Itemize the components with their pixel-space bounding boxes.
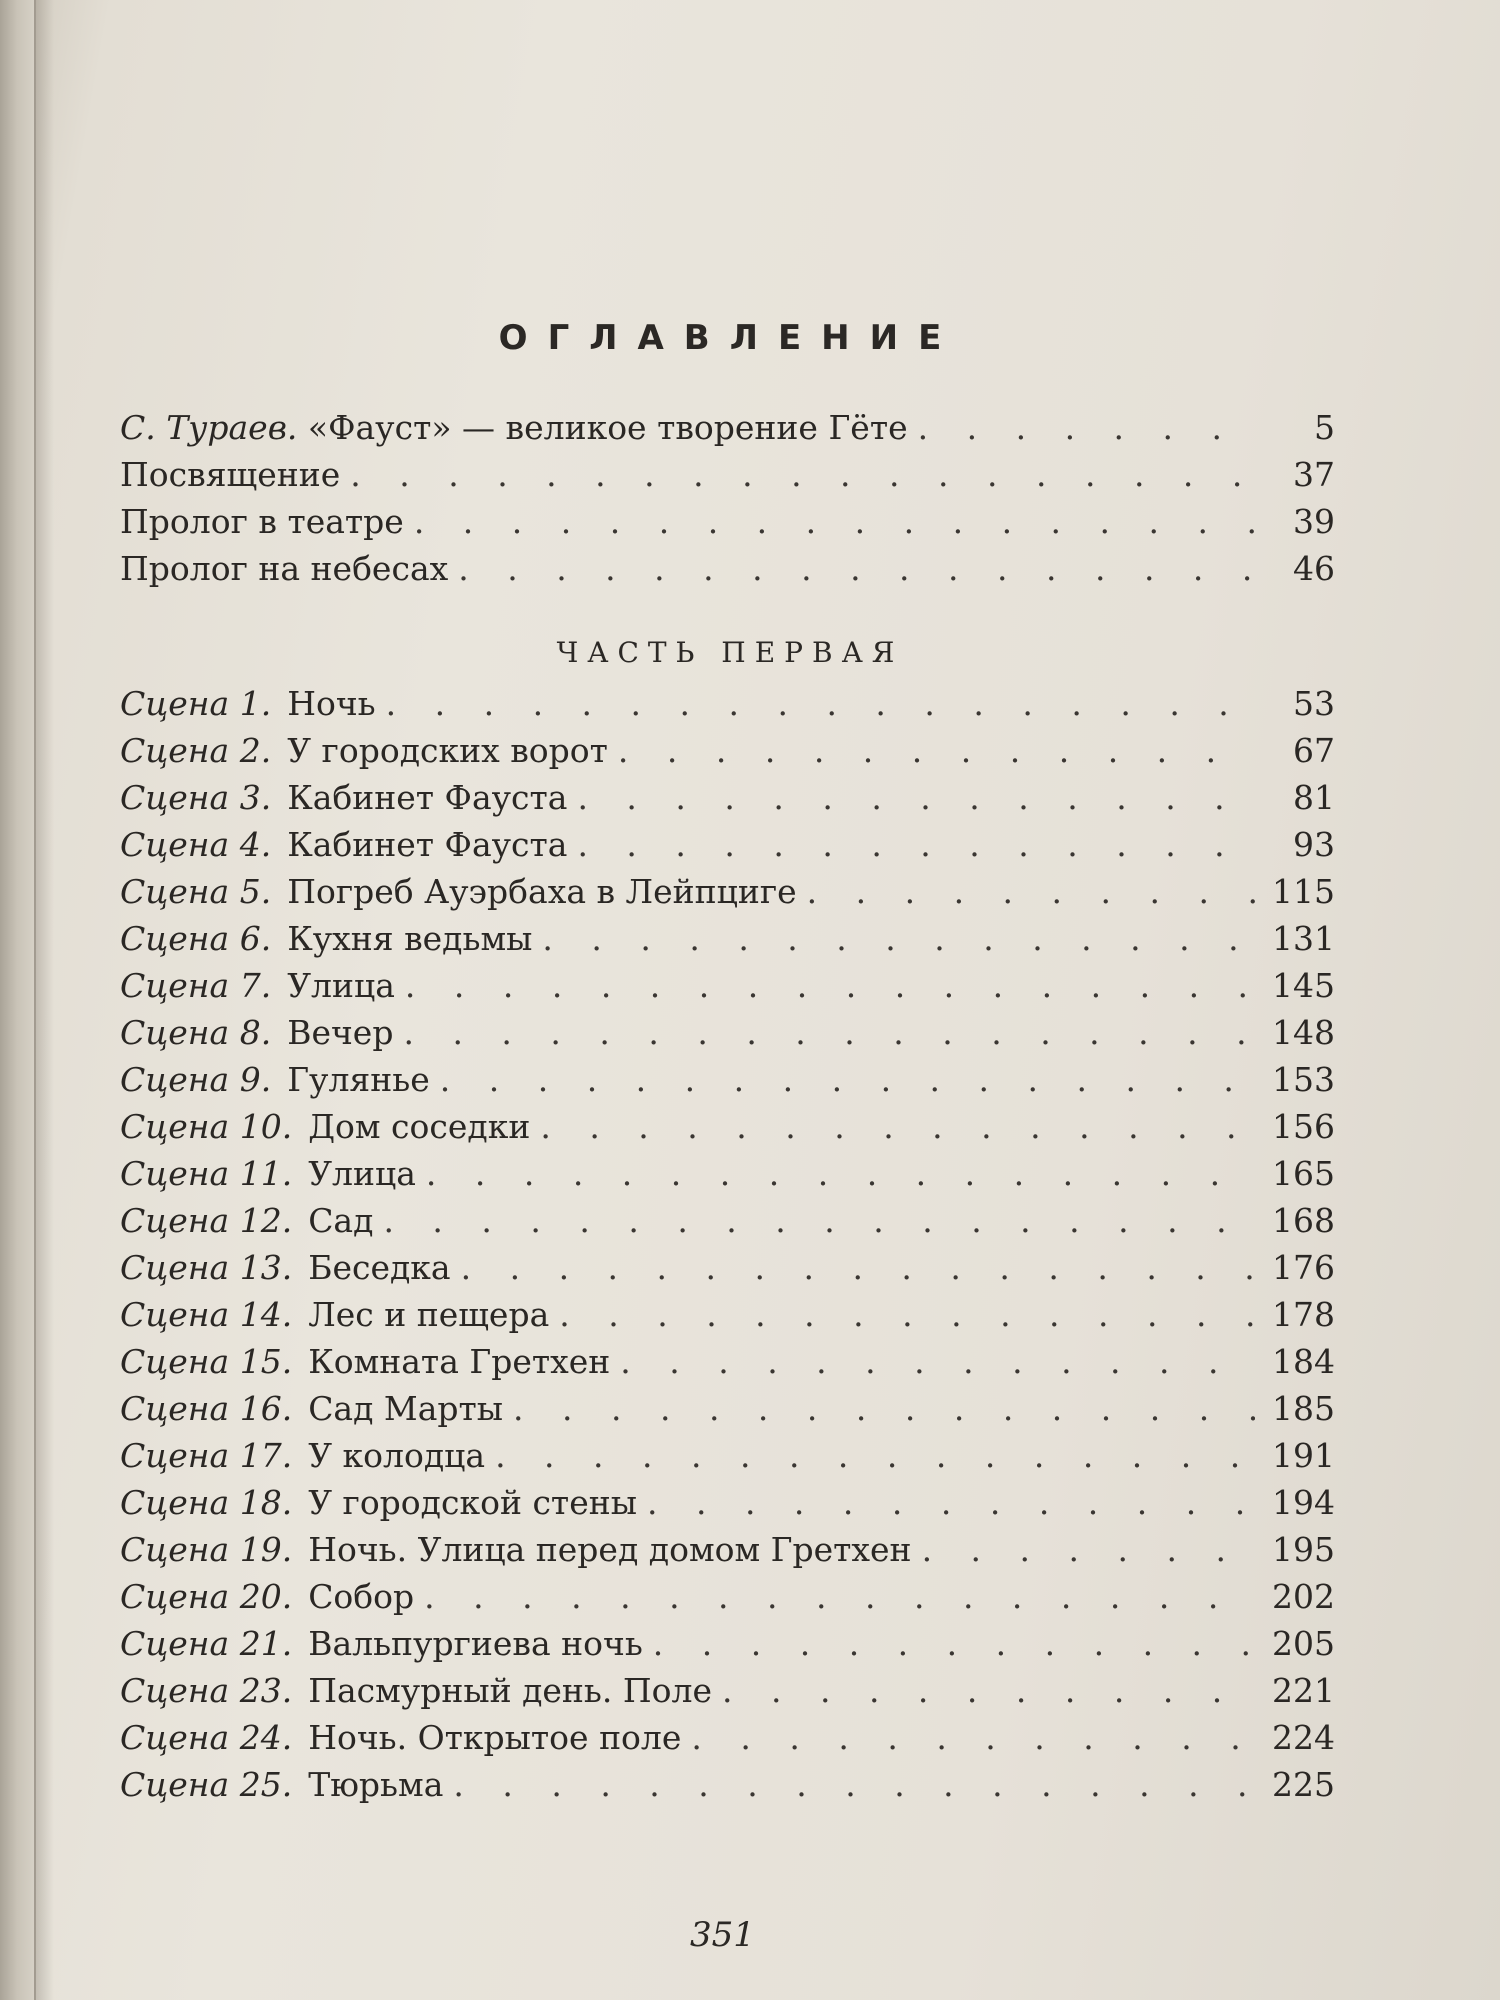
toc-entry-page: 145: [1272, 966, 1335, 1005]
toc-entry: [120, 1295, 1335, 1342]
toc-entry: [120, 1342, 1335, 1389]
toc-entry: [120, 455, 1335, 502]
toc-entry-label: [120, 825, 567, 864]
toc-entry-scene-number: Сцена 13.: [120, 1248, 293, 1287]
toc-entry-scene-number: Сцена 8.: [120, 1013, 272, 1052]
toc-entry: [120, 825, 1335, 872]
toc-entry-label: [120, 919, 532, 958]
toc-entry-page: 156: [1272, 1107, 1335, 1146]
toc-entry-label: [120, 1624, 643, 1663]
toc-entry-title: «Фауст» — великое творение Гёте: [307, 408, 908, 447]
dot-leader: [620, 1342, 1255, 1381]
dot-leader: [653, 1624, 1255, 1663]
toc-entry-page: 53: [1293, 684, 1335, 723]
toc-entry-label: [120, 549, 448, 588]
dot-leader: [424, 1577, 1255, 1616]
toc-entry: [120, 1201, 1335, 1248]
toc-entry-label: [120, 1765, 443, 1804]
toc-entry-label: [120, 684, 376, 723]
toc-entry-title: Ночь: [287, 684, 376, 723]
toc-entry: [120, 1013, 1335, 1060]
dot-leader: [440, 1060, 1255, 1099]
toc-entry-label: [120, 408, 908, 447]
toc-entry-page: 184: [1272, 1342, 1335, 1381]
toc-entry-title: Пролог на небесах: [120, 549, 449, 588]
toc-entry-page: 191: [1272, 1436, 1335, 1475]
toc-entry-page: 46: [1293, 549, 1335, 588]
toc-entry-title: У городской стены: [308, 1483, 637, 1522]
toc-entry-label: [120, 1436, 485, 1475]
dot-leader: [386, 684, 1255, 723]
toc-entry-scene-number: Сцена 9.: [120, 1060, 272, 1099]
toc-entry-label: [120, 1718, 681, 1757]
toc-entry-scene-number: Сцена 7.: [120, 966, 272, 1005]
toc-entry: [120, 919, 1335, 966]
toc-entry: [120, 1389, 1335, 1436]
front-matter-list: [120, 408, 1335, 596]
toc-entry-page: 195: [1272, 1530, 1335, 1569]
toc-entry-title: Погреб Ауэрбаха в Лейпциге: [287, 872, 797, 911]
toc-entry: [120, 1624, 1335, 1671]
dot-leader: [577, 778, 1255, 817]
toc-entry-label: [120, 502, 404, 541]
toc-entry: [120, 1436, 1335, 1483]
dot-leader: [577, 825, 1255, 864]
toc-entry: [120, 684, 1335, 731]
toc-entry-scene-number: Сцена 10.: [120, 1107, 293, 1146]
toc-entry-page: 81: [1293, 778, 1335, 817]
toc-entry-title: Сад: [308, 1201, 374, 1240]
part-heading: ЧАСТЬ ПЕРВАЯ: [556, 636, 904, 669]
toc-entry-label: [120, 872, 797, 911]
toc-entry-label: [120, 455, 340, 494]
toc-entry-label: [120, 1107, 530, 1146]
toc-entry-label: [120, 1201, 373, 1240]
toc-entry-page: 115: [1272, 872, 1335, 911]
toc-entry-scene-number: Сцена 17.: [120, 1436, 293, 1475]
dot-leader: [722, 1671, 1255, 1710]
toc-entry-label: [120, 731, 608, 770]
toc-entry-title: Кухня ведьмы: [287, 919, 533, 958]
toc-entry-title: Кабинет Фауста: [287, 825, 568, 864]
toc-entry-title: Комната Гретхен: [308, 1342, 611, 1381]
dot-leader: [383, 1201, 1255, 1240]
toc-entry-scene-number: Сцена 16.: [120, 1389, 293, 1428]
dot-leader: [542, 919, 1255, 958]
toc-entry-label: [120, 778, 567, 817]
toc-entry-title: Улица: [287, 966, 395, 1005]
toc-entry-title: Ночь. Улица перед домом Гретхен: [308, 1530, 912, 1569]
toc-heading: ОГЛАВЛЕНИЕ: [498, 318, 962, 358]
toc-entry-label: [120, 1154, 416, 1193]
dot-leader: [559, 1295, 1255, 1334]
toc-entry-scene-number: Сцена 3.: [120, 778, 272, 817]
toc-entry-scene-number: Сцена 15.: [120, 1342, 293, 1381]
toc-entry-page: 178: [1272, 1295, 1335, 1334]
dot-leader: [918, 408, 1255, 447]
spine-shadow: [34, 0, 54, 2000]
toc-entry: [120, 408, 1335, 455]
toc-entry-scene-number: Сцена 11.: [120, 1154, 293, 1193]
toc-entry: [120, 966, 1335, 1013]
toc-entry-scene-number: Сцена 2.: [120, 731, 272, 770]
toc-entry-title: Беседка: [308, 1248, 451, 1287]
toc-entry-scene-number: Сцена 25.: [120, 1765, 293, 1804]
page-number: 351: [690, 1915, 755, 1955]
toc-entry-label: [120, 1013, 393, 1052]
toc-entry-scene-number: Сцена 19.: [120, 1530, 293, 1569]
toc-entry-title: Лес и пещера: [308, 1295, 550, 1334]
toc-entry-title: У городских ворот: [287, 731, 608, 770]
toc-entry-page: 67: [1293, 731, 1335, 770]
toc-entry: [120, 502, 1335, 549]
toc-entry: [120, 1577, 1335, 1624]
toc-entry-title: Собор: [308, 1577, 415, 1616]
dot-leader: [403, 1013, 1255, 1052]
toc-entry-page: 165: [1272, 1154, 1335, 1193]
toc-entry-label: [120, 966, 395, 1005]
toc-entry-scene-number: Сцена 1.: [120, 684, 272, 723]
toc-entry-label: [120, 1342, 610, 1381]
dot-leader: [691, 1718, 1255, 1757]
toc-entry-scene-number: Сцена 21.: [120, 1624, 293, 1663]
dot-leader: [513, 1389, 1255, 1428]
dot-leader: [540, 1107, 1255, 1146]
toc-entry: [120, 549, 1335, 596]
dot-leader: [922, 1530, 1255, 1569]
toc-entry-title: Вечер: [287, 1013, 394, 1052]
toc-entry: [120, 1060, 1335, 1107]
toc-entry-title: Сад Марты: [308, 1389, 504, 1428]
dot-leader: [458, 549, 1255, 588]
toc-entry-label: [120, 1577, 414, 1616]
dot-leader: [618, 731, 1255, 770]
toc-entry-page: 224: [1272, 1718, 1335, 1757]
toc-entry-page: 131: [1272, 919, 1335, 958]
toc-entry-label: [120, 1060, 430, 1099]
toc-entry-page: 148: [1272, 1013, 1335, 1052]
toc-entry-label: [120, 1248, 451, 1287]
toc-entry-title: Гулянье: [287, 1060, 430, 1099]
toc-entry-page: 37: [1293, 455, 1335, 494]
dot-leader: [453, 1765, 1255, 1804]
toc-entry-scene-number: Сцена 18.: [120, 1483, 293, 1522]
toc-entry-page: 168: [1272, 1201, 1335, 1240]
toc-entry-page: 225: [1272, 1765, 1335, 1804]
toc-entry-title: Дом соседки: [308, 1107, 531, 1146]
toc-entry: [120, 1671, 1335, 1718]
dot-leader: [414, 502, 1255, 541]
toc-entry: [120, 872, 1335, 919]
dot-leader: [426, 1154, 1255, 1193]
toc-entry-title: Пасмурный день. Поле: [308, 1671, 713, 1710]
toc-entry-scene-number: Сцена 4.: [120, 825, 272, 864]
toc-entry-scene-number: Сцена 6.: [120, 919, 272, 958]
toc-entry-scene-number: Сцена 5.: [120, 872, 272, 911]
toc-entry-title: Посвящение: [120, 455, 341, 494]
toc-entry-title: Улица: [308, 1154, 416, 1193]
toc-entry-scene-number: Сцена 24.: [120, 1718, 293, 1757]
toc-entry-label: [120, 1530, 912, 1569]
toc-entry-page: 176: [1272, 1248, 1335, 1287]
dot-leader: [350, 455, 1255, 494]
toc-entry-title: У колодца: [308, 1436, 486, 1475]
toc-entry-label: [120, 1295, 549, 1334]
dot-leader: [807, 872, 1255, 911]
toc-entry-scene-number: Сцена 12.: [120, 1201, 293, 1240]
toc-entry: [120, 778, 1335, 825]
toc-entry-label: [120, 1483, 637, 1522]
toc-entry-title: Ночь. Открытое поле: [308, 1718, 682, 1757]
scene-list: [120, 684, 1335, 1812]
toc-entry-title: Вальпургиева ночь: [308, 1624, 643, 1663]
toc-entry-page: 221: [1272, 1671, 1335, 1710]
toc-entry-label: [120, 1389, 503, 1428]
toc-entry: [120, 1107, 1335, 1154]
toc-entry: [120, 1530, 1335, 1577]
toc-entry-author: С. Тураев.: [120, 408, 298, 447]
book-spine: [0, 0, 36, 2000]
toc-entry-page: 5: [1314, 408, 1335, 447]
toc-entry: [120, 1765, 1335, 1812]
toc-entry-title: Пролог в театре: [120, 502, 404, 541]
toc-entry-page: 205: [1272, 1624, 1335, 1663]
toc-entry: [120, 1248, 1335, 1295]
dot-leader: [461, 1248, 1255, 1287]
toc-entry: [120, 1154, 1335, 1201]
toc-entry-scene-number: Сцена 23.: [120, 1671, 293, 1710]
dot-leader: [495, 1436, 1255, 1475]
toc-entry-scene-number: Сцена 20.: [120, 1577, 293, 1616]
toc-entry-page: 93: [1293, 825, 1335, 864]
toc-entry-title: Кабинет Фауста: [287, 778, 568, 817]
toc-entry-page: 185: [1272, 1389, 1335, 1428]
toc-entry-scene-number: Сцена 14.: [120, 1295, 293, 1334]
toc-entry: [120, 1483, 1335, 1530]
toc-entry-page: 39: [1293, 502, 1335, 541]
toc-entry: [120, 1718, 1335, 1765]
toc-entry-label: [120, 1671, 712, 1710]
dot-leader: [405, 966, 1255, 1005]
dot-leader: [647, 1483, 1255, 1522]
toc-entry-title: Тюрьма: [308, 1765, 444, 1804]
toc-entry-page: 194: [1272, 1483, 1335, 1522]
toc-entry-page: 202: [1272, 1577, 1335, 1616]
toc-entry-page: 153: [1272, 1060, 1335, 1099]
toc-entry: [120, 731, 1335, 778]
